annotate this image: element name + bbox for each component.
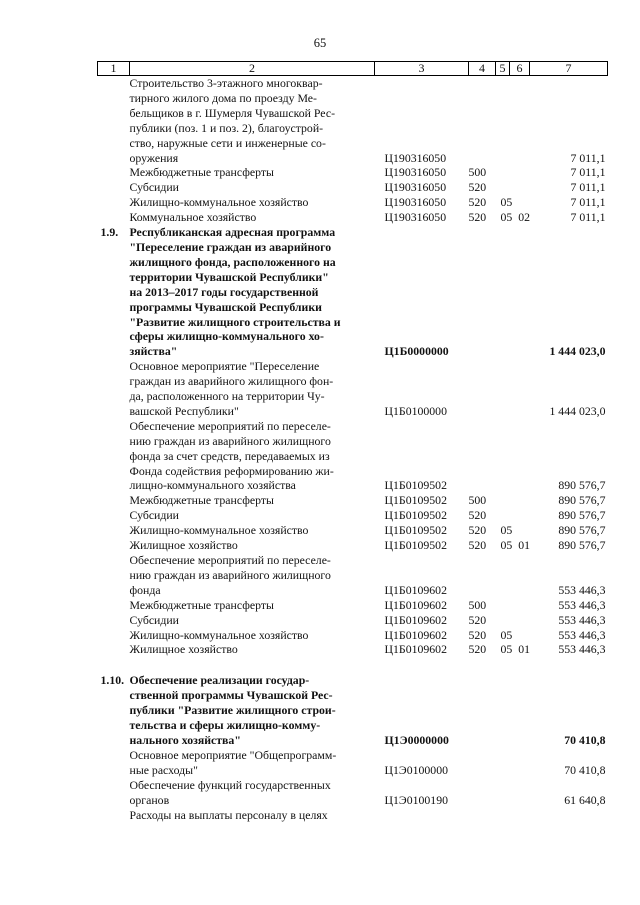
budget-table-container <box>97 61 607 822</box>
header-col-3: 3 <box>375 62 469 76</box>
row-amount: 890 576,7 <box>558 508 606 523</box>
description-line: Жилищно-коммунальное хозяйство <box>129 627 309 642</box>
description-line: публики (поз. 1 и поз. 2), благоустрой- <box>129 120 324 135</box>
row-description <box>130 165 375 180</box>
row-col4: 520 <box>468 627 487 642</box>
page-number: 65 <box>313 36 327 50</box>
description-line: Основное мероприятие "Общепрограмм- <box>129 747 337 762</box>
table-row <box>98 553 608 598</box>
description-line: ственной программы Чувашской Рес- <box>129 688 333 703</box>
row-col4: 520 <box>468 642 487 657</box>
row-code: Ц1Б0000000 <box>384 344 449 359</box>
row-amount: 61 640,8 <box>564 792 606 807</box>
header-row <box>98 62 608 76</box>
row-col4: 520 <box>468 210 487 225</box>
row-code: Ц190316050 <box>384 210 447 225</box>
row-classifiers <box>469 493 530 508</box>
row-description <box>130 210 375 225</box>
row-classifiers <box>469 673 530 748</box>
row-code: Ц1Б0109602 <box>384 627 447 642</box>
description-line: "Переселение граждан из аварийного <box>129 239 332 254</box>
description-line: фонда за счет средств, передаваемых из <box>129 448 330 463</box>
description-line: бельщиков в г. Шумерля Чувашской Рес- <box>129 105 335 120</box>
row-description <box>130 642 375 657</box>
table-row <box>98 210 608 225</box>
description-line: Фонда содействия реформированию жи- <box>129 463 334 478</box>
row-number <box>98 642 130 657</box>
row-col4: 520 <box>468 508 487 523</box>
header-col-1: 1 <box>98 62 130 76</box>
row-description <box>130 613 375 628</box>
row-number <box>98 523 130 538</box>
row-number <box>98 553 130 598</box>
row-description <box>130 538 375 553</box>
row-col6: 02 <box>518 210 530 225</box>
description-line: нию граждан из аварийного жилищного <box>129 567 331 582</box>
row-number <box>98 76 130 166</box>
description-line: Обеспечение реализации государ- <box>129 673 310 688</box>
row-code: Ц190316050 <box>384 195 447 210</box>
row-code: Ц1Б0109502 <box>384 508 447 523</box>
row-description <box>130 673 375 748</box>
header-col-7: 7 <box>530 62 608 76</box>
row-classifiers <box>469 508 530 523</box>
row-classifiers <box>469 359 530 419</box>
table-row <box>98 598 608 613</box>
header-col-2: 2 <box>130 62 375 76</box>
table-row <box>98 523 608 538</box>
table-row <box>98 538 608 553</box>
description-line: граждан из аварийного жилищного фон- <box>129 374 334 389</box>
description-line: территории Чувашской Республики" <box>129 269 329 284</box>
row-amount: 1 444 023,0 <box>549 403 606 418</box>
row-col4: 520 <box>468 612 487 627</box>
header-col-5: 5 <box>496 62 510 76</box>
row-code: Ц1Э0100190 <box>384 792 448 807</box>
row-col4: 520 <box>468 538 487 553</box>
spacer-cell <box>98 657 608 673</box>
description-line: публики "Развитие жилищного строи- <box>129 703 336 718</box>
row-description <box>130 180 375 195</box>
row-classifiers <box>469 613 530 628</box>
row-number <box>98 613 130 628</box>
row-col6: 01 <box>518 538 530 553</box>
row-number <box>98 210 130 225</box>
row-classifiers <box>469 165 530 180</box>
description-line: тирного жилого дома по проезду Ме- <box>129 90 317 105</box>
row-description <box>130 359 375 419</box>
table-row <box>98 165 608 180</box>
row-number <box>98 419 130 494</box>
table-row <box>98 76 608 166</box>
table-row <box>98 778 608 808</box>
description-line: фонда <box>129 582 161 597</box>
description-line: вашской Республики" <box>129 403 239 418</box>
row-description <box>130 508 375 523</box>
description-line: ство, наружные сети и инженерные со- <box>129 135 326 150</box>
description-line: Субсидии <box>129 180 179 195</box>
table-row <box>98 493 608 508</box>
table-row <box>98 195 608 210</box>
row-amount: 70 410,8 <box>564 732 606 747</box>
row-number <box>98 493 130 508</box>
row-col4: 500 <box>468 165 487 180</box>
row-amount: 890 576,7 <box>558 538 606 553</box>
table-row <box>98 748 608 778</box>
row-number <box>98 628 130 643</box>
row-code: Ц1Б0109502 <box>384 478 447 493</box>
row-code: Ц1Б0109602 <box>384 612 447 627</box>
row-description <box>130 76 375 166</box>
row-amount: 553 446,3 <box>558 642 606 657</box>
row-amount: 553 446,3 <box>558 612 606 627</box>
row-col5: 05 <box>500 538 513 553</box>
row-col4: 520 <box>468 523 487 538</box>
row-number <box>98 359 130 419</box>
table-row <box>98 808 608 823</box>
row-amount: 7 011,1 <box>570 210 606 225</box>
row-code: Ц1Б0109602 <box>384 597 447 612</box>
description-line: Обеспечение мероприятий по переселе- <box>129 418 331 433</box>
table-row <box>98 642 608 657</box>
row-classifiers <box>469 523 530 538</box>
description-line: лищно-коммунального хозяйства <box>129 478 296 493</box>
description-line: Межбюджетные трансферты <box>129 165 274 180</box>
description-line: Расходы на выплаты персоналу в целях <box>129 807 328 822</box>
description-line: Межбюджетные трансферты <box>129 597 274 612</box>
row-classifiers <box>469 748 530 778</box>
table-row <box>98 225 608 359</box>
row-col5: 05 <box>500 523 513 538</box>
description-line: органов <box>129 792 170 807</box>
row-classifiers <box>469 642 530 657</box>
row-amount: 7 011,1 <box>570 165 606 180</box>
description-line: Республиканская адресная программа <box>129 225 336 240</box>
table-row <box>98 419 608 494</box>
description-line: да, расположенного на территории Чу- <box>129 389 325 404</box>
description-line: Субсидии <box>129 612 179 627</box>
row-code: Ц1Б0109602 <box>384 642 447 657</box>
description-line: жилищного фонда, расположенного на <box>129 254 336 269</box>
row-number: 1.10. <box>100 673 125 688</box>
description-line: Межбюджетные трансферты <box>129 493 274 508</box>
table-row <box>98 359 608 419</box>
row-code: Ц1Б0109502 <box>384 538 447 553</box>
row-code: Ц1Б0109602 <box>384 582 447 597</box>
row-amount: 1 444 023,0 <box>549 344 606 359</box>
row-description <box>130 778 375 808</box>
description-line: нального хозяйства" <box>129 732 241 747</box>
description-line: Основное мероприятие "Переселение <box>129 359 320 374</box>
row-amount: 890 576,7 <box>558 523 606 538</box>
description-line: Жилищное хозяйство <box>129 538 238 553</box>
row-number <box>98 195 130 210</box>
row-number <box>98 778 130 808</box>
table-row <box>98 613 608 628</box>
row-amount: 7 011,1 <box>570 195 606 210</box>
row-amount: 553 446,3 <box>558 627 606 642</box>
description-line: программы Чувашской Республики <box>129 299 322 314</box>
description-line: нию граждан из аварийного жилищного <box>129 433 331 448</box>
row-classifiers <box>469 419 530 494</box>
row-description <box>130 195 375 210</box>
row-code: Ц1Б0109502 <box>384 523 447 538</box>
description-line: зяйства" <box>129 344 178 359</box>
row-amount: 890 576,7 <box>558 493 606 508</box>
row-description <box>130 553 375 598</box>
budget-table <box>97 61 608 822</box>
description-line: тельства и сферы жилищно-комму- <box>129 718 321 733</box>
row-classifiers <box>469 808 530 823</box>
row-code: Ц1Э0100000 <box>384 762 448 777</box>
description-line: Обеспечение мероприятий по переселе- <box>129 553 331 567</box>
row-number <box>98 508 130 523</box>
description-line: "Развитие жилищного строительства и <box>129 314 341 329</box>
row-code: Ц190316050 <box>384 165 447 180</box>
row-code: Ц190316050 <box>384 150 447 165</box>
description-line: сферы жилищно-коммунального хо- <box>129 329 324 344</box>
row-amount: 553 446,3 <box>558 582 606 597</box>
row-amount: 553 446,3 <box>558 597 606 612</box>
row-classifiers <box>469 778 530 808</box>
row-code: Ц190316050 <box>384 180 447 195</box>
row-col5: 05 <box>500 195 513 210</box>
table-row <box>98 508 608 523</box>
row-description <box>130 748 375 778</box>
row-col6: 01 <box>518 642 530 657</box>
description-line: Коммунальное хозяйство <box>129 210 257 225</box>
description-line: Жилищно-коммунальное хозяйство <box>129 195 309 210</box>
row-description <box>130 808 375 823</box>
row-classifiers <box>469 225 530 359</box>
row-classifiers <box>469 76 530 166</box>
row-classifiers <box>469 628 530 643</box>
table-row <box>98 673 608 748</box>
row-code: Ц1Б0100000 <box>384 403 447 418</box>
description-line: Обеспечение функций государственных <box>129 777 331 792</box>
row-amount: 890 576,7 <box>558 478 606 493</box>
table-body <box>98 76 608 823</box>
row-description <box>130 598 375 613</box>
row-classifiers <box>469 210 530 225</box>
row-col4: 500 <box>468 597 487 612</box>
header-col-4: 4 <box>469 62 496 76</box>
row-col5: 05 <box>500 642 513 657</box>
row-code: Ц1Э0000000 <box>384 732 449 747</box>
row-code: Ц1Б0109502 <box>384 493 447 508</box>
row-classifiers <box>469 598 530 613</box>
row-classifiers <box>469 553 530 598</box>
row-classifiers <box>469 180 530 195</box>
description-line: Жилищное хозяйство <box>129 642 238 657</box>
description-line: на 2013–2017 годы государственной <box>129 284 319 299</box>
row-col4: 500 <box>468 493 487 508</box>
row-col4: 520 <box>468 195 487 210</box>
row-amount: 70 410,8 <box>564 762 606 777</box>
row-col5: 05 <box>500 210 513 225</box>
row-number: 1.9. <box>100 225 119 240</box>
row-number <box>98 598 130 613</box>
row-code <box>375 808 469 823</box>
row-amount: 7 011,1 <box>570 150 606 165</box>
description-line: Субсидии <box>129 508 179 523</box>
row-description <box>130 493 375 508</box>
row-classifiers <box>469 538 530 553</box>
row-amount: 7 011,1 <box>570 180 606 195</box>
row-number <box>98 165 130 180</box>
row-col4: 520 <box>468 180 487 195</box>
row-classifiers <box>469 195 530 210</box>
header-col-6: 6 <box>510 62 530 76</box>
description-line: ные расходы" <box>129 762 198 777</box>
table-row <box>98 628 608 643</box>
description-line: Жилищно-коммунальное хозяйство <box>129 523 309 538</box>
row-description <box>130 419 375 494</box>
description-line: Строительство 3-этажного многоквар- <box>129 76 323 90</box>
spacer-row <box>98 657 608 673</box>
row-col5: 05 <box>500 627 513 642</box>
row-number <box>98 748 130 778</box>
description-line: оружения <box>129 150 179 165</box>
row-number <box>98 808 130 823</box>
row-description <box>130 225 375 359</box>
table-row <box>98 180 608 195</box>
row-description <box>130 523 375 538</box>
row-description <box>130 628 375 643</box>
row-amount <box>530 808 608 823</box>
row-number <box>98 538 130 553</box>
row-number <box>98 180 130 195</box>
